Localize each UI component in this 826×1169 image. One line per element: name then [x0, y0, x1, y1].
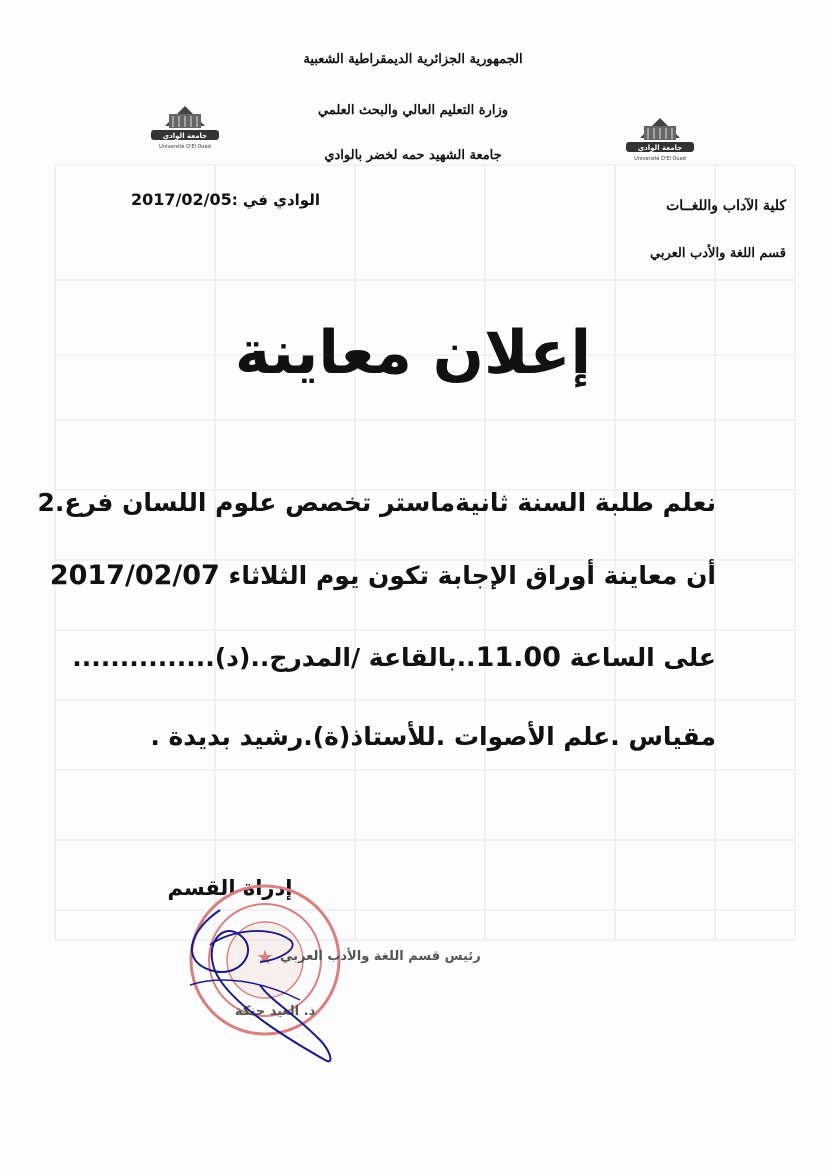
- ministry-line: وزارة التعليم العالي والبحث العلمي: [317, 103, 509, 118]
- body-line-2: [49, 560, 716, 591]
- faculty-name: كلية الآداب واللغــات: [666, 198, 786, 214]
- time-prefix: على الساعة: [569, 643, 716, 672]
- page-title: إعلان معاينة: [234, 318, 592, 388]
- university-line: جامعة الشهيد حمه لخضر بالوادي: [324, 148, 502, 163]
- handwritten-signature: [150, 890, 350, 1080]
- svg-text:★: ★: [256, 945, 274, 969]
- body-line-4: مقياس .علم الأصوات .للأستاذ(ة).رشيد بديدة .: [150, 722, 716, 751]
- review-text: أن معاينة أوراق الإجابة تكون يوم الثلاثاء: [228, 561, 716, 590]
- signature-title: إدراة القسم: [167, 876, 293, 900]
- department-name: قسم اللغة والأدب العربي: [650, 246, 786, 261]
- republic-line: الجمهورية الجزائرية الديمقراطية الشعبية: [303, 52, 523, 67]
- date-value: 2017/02/05: [131, 190, 232, 209]
- body-line-3: [72, 642, 716, 673]
- logo-text-right: جامعة الوادي: [637, 144, 683, 152]
- review-date: 2017/02/07: [49, 560, 220, 591]
- stamp-line-2: د. العيد حنكة: [235, 1004, 316, 1019]
- university-logo-left: [145, 100, 225, 152]
- review-time: 11.00: [475, 642, 561, 673]
- issue-date: [120, 190, 320, 209]
- stamp-line-1: رئيس قسم اللغة والأدب العربي: [280, 949, 481, 964]
- date-label: الوادي في :: [231, 191, 320, 209]
- logo-text-left: جامعة الوادي: [162, 132, 208, 140]
- logo-subtext-left: Université D'El Oued: [159, 144, 211, 150]
- university-logo-right: [620, 112, 700, 164]
- room-text: ..بالقاعة /المدرج..(د)...............: [72, 643, 476, 672]
- body-line-1: نعلم طلبة السنة ثانيةماستر تخصص علوم اللسان فرع.2: [37, 488, 716, 517]
- bleed-through-table: [37, 165, 795, 940]
- logo-subtext-right: Université D'El Oued: [634, 156, 686, 162]
